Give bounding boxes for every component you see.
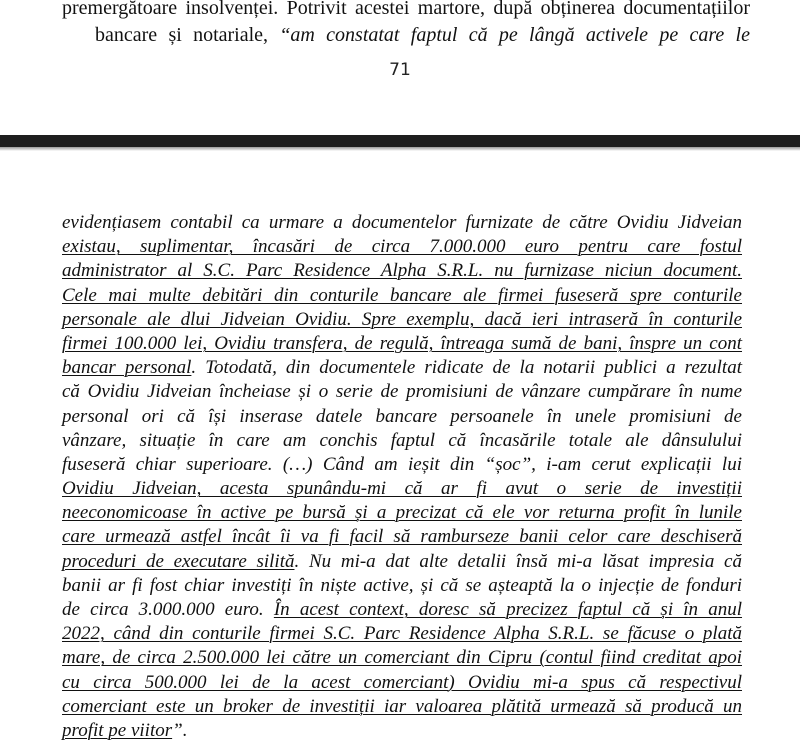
- text-line: [62, 284, 742, 308]
- text-segment: fuseseră chiar superioare. (…) Când am ieșit din “șoc”, i-am cerut explicații lui: [62, 453, 742, 475]
- text-line: [62, 332, 742, 356]
- text-segment: personal ori că își inserase datele bancare persoanele în unele promisiuni de: [62, 405, 742, 427]
- text-line: [62, 574, 742, 598]
- text-line: [62, 719, 742, 743]
- page-separator-shadow: [0, 147, 800, 151]
- text-segment: . Totodată, din documentele ridicate de la notarii publici a rezultat: [191, 357, 742, 379]
- text-segment: că Ovidiu Jidveian încheiase și o serie de promisiuni de vânzare cumpărare în nume: [62, 381, 742, 403]
- underlined-text: neeconomicoase în active pe bursă și a precizat că ele vor returna profit în lunile: [62, 502, 742, 524]
- underlined-text: mare, de circa 2.500.000 lei către un comerciant din Cipru (contul fiind creditat apoi: [62, 647, 742, 669]
- text-line: [62, 380, 742, 404]
- text-line: [62, 671, 742, 695]
- underlined-text: cu circa 500.000 lei de la acest comerciant) Ovidiu mi-a spus că respectivul: [62, 671, 742, 693]
- underlined-text: comerciant este un broker de investiții iar valoarea plătită urmează să producă un: [62, 695, 742, 717]
- text-segment: vânzare, situație în care am conchis faptul că încasările totale ale dânsulului: [62, 429, 742, 451]
- text-line: [62, 429, 742, 453]
- underlined-text: administrator al S.C. Parc Residence Alpha S.R.L. nu furnizase niciun document.: [62, 260, 742, 282]
- underlined-text: profit pe viitor: [62, 719, 173, 741]
- text-line: [62, 235, 742, 259]
- text-line: [62, 598, 742, 622]
- underlined-text: Cele mai multe debitări din conturile bancare ale firmei fuseseră spre conturile: [62, 284, 742, 306]
- underlined-text: 2022, când din conturile firmei S.C. Parc Residence Alpha S.R.L. se făcuse o plată: [62, 623, 742, 645]
- underlined-text: care urmează astfel încât îi va fi facil să ramburseze banii celor care deschiseră: [62, 526, 742, 548]
- underlined-text: În acest context, doresc să precizez faptul că și în anul: [273, 599, 743, 620]
- text-line: [62, 405, 742, 429]
- underlined-text: Ovidiu Jidveian, acesta spunându-mi că ar fi avut o serie de investiții: [62, 478, 742, 500]
- underlined-text: proceduri de executare silită: [62, 550, 295, 572]
- page-number: 71: [389, 60, 411, 80]
- text-line: [62, 453, 742, 477]
- text-line: [62, 356, 742, 380]
- line-2-quote-text: “am constatat faptul că pe lângă activele pe care le: [279, 24, 750, 46]
- underlined-text: firmei 100.000 lei, Ovidiu transfera, de regulă, întreaga sumă de bani, înspre un cont: [62, 332, 742, 354]
- underlined-text: bancar personal: [62, 357, 192, 379]
- text-segment: de circa 3.000.000 euro.: [62, 599, 274, 620]
- text-segment: . Nu mi-a dat alte detalii însă mi-a lăsat impresia că: [294, 550, 742, 572]
- previous-page-bottom: [0, 0, 800, 135]
- text-line: [62, 695, 742, 719]
- text-segment: banii ar fi fost chiar investiți în niște active, și că se așteaptă la o injecție de fonduri: [62, 574, 742, 596]
- text-line: [62, 501, 742, 525]
- underlined-text: existau, suplimentar, încasări de circa 7.000.000 euro pentru care fostul: [62, 236, 742, 258]
- text-line: [62, 550, 742, 574]
- text-segment: ”.: [172, 719, 188, 741]
- text-line: [62, 525, 742, 549]
- text-line: [62, 259, 742, 283]
- text-line: [62, 477, 742, 501]
- document-page-body: [62, 211, 742, 743]
- text-segment: evidențiasem contabil ca urmare a documentelor furnizate de către Ovidiu Jidveian: [62, 212, 742, 233]
- text-line: [62, 308, 742, 332]
- line-2-plain-text: bancare și notariale,: [95, 24, 280, 46]
- text-line: [62, 211, 742, 235]
- previous-page-line-1: premergătoare insolvenței. Potrivit acestei martore, după obținerea documentațiilor: [62, 0, 750, 19]
- previous-page-line-2: [95, 22, 750, 49]
- underlined-text: personale ale dlui Jidveian Ovidiu. Spre exemplu, dacă ieri intraseră în conturile: [62, 308, 742, 330]
- text-line: [62, 646, 742, 670]
- text-line: [62, 622, 742, 646]
- page-separator: [0, 135, 800, 147]
